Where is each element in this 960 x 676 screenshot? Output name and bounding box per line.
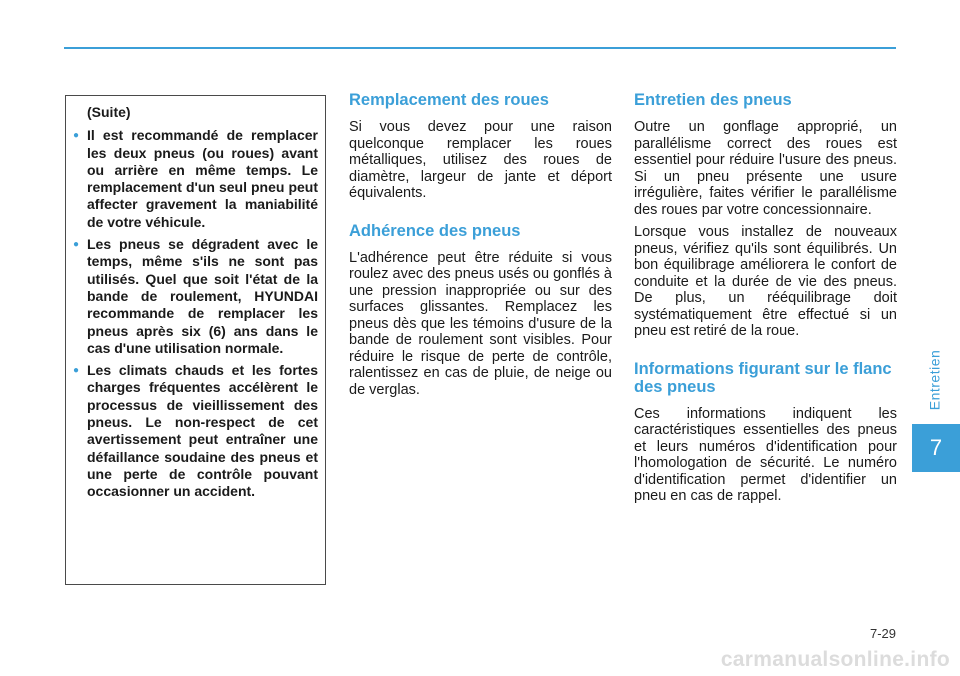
sidewall-info-title: Informations figurant sur le flanc des pneus — [634, 359, 892, 396]
caution-box — [65, 95, 326, 585]
tire-maintenance-title: Entretien des pneus — [634, 91, 792, 109]
watermark: carmanualsonline.info — [720, 648, 950, 671]
caution-item: ● Les pneus se dégradent avec le temps, même s'ils ne sont pas utilisés. Quel que soit l'état de la bande de roulement, HYUNDAI recommande de remplacer les pneus après six (6) ans dans le cas d'une utilisation normale. — [87, 236, 318, 357]
wheel-replacement-title: Remplacement des roues — [349, 91, 549, 109]
caution-list — [87, 127, 318, 500]
chapter-number-tab: 7 — [912, 424, 960, 472]
tire-grip-title: Adhérence des pneus — [349, 221, 521, 240]
header-rule — [64, 47, 896, 49]
sidewall-info-text: Ces informations indiquent les caractéristiques essentielles des pneus et leurs numéros d'identification pour l'homologation de sécurité. Le numéro d'identification permet d'identifier un pneu en cas de rappel. — [634, 405, 897, 504]
caution-heading: (Suite) — [87, 104, 131, 120]
chapter-side-label-text: Entretien — [926, 349, 943, 411]
wheel-replacement-text: Si vous devez pour une raison quelconque remplacer les roues métalliques, utilisez des roues de diamètre, largeur de jante et déport équivalents. — [349, 119, 612, 201]
chapter-side-label — [916, 330, 952, 430]
tire-maintenance-text-1: Outre un gonflage approprié, un parallélisme correct des roues est essentiel pour réduire l'usure des pneus. Si un pneu présente une usure irrégulière, faites vérifier le parallélisme des roues par votre concessionnaire. — [634, 119, 897, 218]
tire-grip-text: L'adhérence peut être réduite si vous roulez avec des pneus usés ou gonflés à une pression inappropriée ou sur des surfaces glissantes. Remplacez les pneus dès que les témoins d'usure de la bande de roulement sont visibles. Pour réduire le risque de perte de contrôle, ralentissez en cas de pluie, de neige ou de verglas. — [349, 249, 612, 398]
page-number: 7-29 — [869, 626, 896, 641]
middle-column — [349, 91, 612, 404]
right-column — [634, 91, 897, 511]
tire-maintenance-text-2: Lorsque vous installez de nouveaux pneus, vérifiez qu'ils sont équilibrés. Un bon équilibrage améliorera le confort de conduite et la durée de vie des pneus. De plus, un rééquilibrage doit systématiquement être effectué si un pneu est retiré de la roue. — [634, 224, 897, 339]
caution-item: ● Les climats chauds et les fortes charges fréquentes accélèrent le processus de vieillissement des pneus. Le non-respect de cet avertissement peut entraîner une défaillance soudaine des pneus et une perte de contrôle pouvant occasionner un accident. — [87, 362, 318, 500]
caution-item: ● Il est recommandé de remplacer les deux pneus (ou roues) avant ou arrière en même temps. Le remplacement d'un seul pneu peut affecter gravement la maniabilité de votre véhicule. — [87, 127, 318, 231]
